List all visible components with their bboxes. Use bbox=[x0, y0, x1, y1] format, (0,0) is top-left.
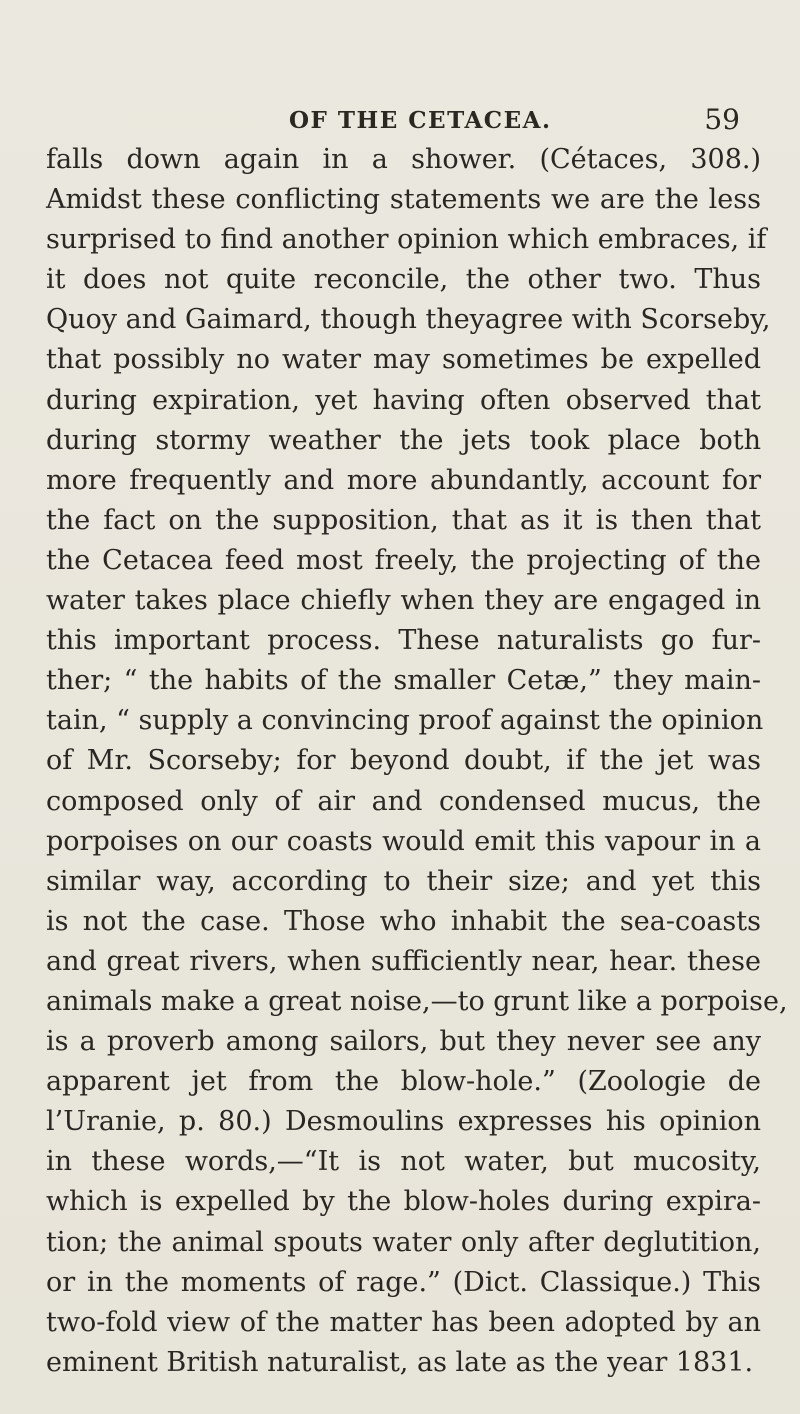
text-line: surprised to find another opinion which embraces, if bbox=[46, 224, 767, 256]
text-line: tion; the animal spouts water only after deglutition, bbox=[46, 1226, 761, 1258]
text-line: animals make a great noise,—to grunt like a porpoise, bbox=[46, 985, 788, 1017]
text-line: composed only of air and condensed mucus, the bbox=[46, 785, 761, 817]
text-line: the fact on the supposition, that as it is then that bbox=[46, 504, 761, 536]
text-line: during expiration, yet having often observed that bbox=[46, 384, 761, 416]
text-line: during stormy weather the jets took place both bbox=[46, 424, 761, 456]
text-line: falls down again in a shower. (Cétaces, 308.) bbox=[46, 144, 761, 175]
text-line: in these words,—“It is not water, but mucosity, bbox=[46, 1146, 761, 1178]
text-line: l’Uranie, p. 80.) Desmoulins expresses his opinion bbox=[46, 1106, 761, 1138]
text-line: it does not quite reconcile, the other two. Thus bbox=[46, 264, 761, 296]
text-line: porpoises on our coasts would emit this vapour in a bbox=[46, 825, 761, 857]
text-line: Quoy and Gaimard, though theyagree with Scorseby, bbox=[46, 304, 771, 336]
page-header bbox=[46, 88, 760, 136]
text-line: water takes place chiefly when they are engaged in bbox=[46, 585, 761, 617]
page-number: 59 bbox=[704, 103, 740, 136]
text-line: is a proverb among sailors, but they never see any bbox=[46, 1026, 761, 1058]
text-line: which is expelled by the blow-holes during expira- bbox=[46, 1186, 761, 1218]
text-line: similar way, according to their size; and yet this bbox=[46, 865, 761, 897]
running-head: OF THE CETACEA. bbox=[289, 107, 552, 134]
text-line: this important process. These naturalists go fur- bbox=[46, 625, 761, 657]
text-line: that possibly no water may sometimes be expelled bbox=[46, 344, 761, 376]
text-line: ther; “ the habits of the smaller Cetæ,” they main- bbox=[46, 665, 761, 697]
text-line: more frequently and more abundantly, account for bbox=[46, 464, 761, 496]
text-line: is not the case. Those who inhabit the sea-coasts bbox=[46, 905, 761, 937]
text-line: two-fold view of the matter has been adopted by an bbox=[46, 1306, 761, 1338]
text-line: and great rivers, when sufficiently near, hear. these bbox=[46, 945, 761, 977]
text-line: Amidst these conflicting statements we are the less bbox=[46, 184, 761, 216]
text-line: the Cetacea feed most freely, the projecting of the bbox=[46, 544, 761, 576]
text-line: apparent jet from the blow-hole.” (Zoologie de bbox=[46, 1066, 761, 1098]
text-line: of Mr. Scorseby; for beyond doubt, if the jet was bbox=[46, 745, 761, 777]
body-text bbox=[46, 140, 788, 1383]
text-line: eminent British naturalist, as late as the year 1831. bbox=[46, 1346, 754, 1378]
text-line: or in the moments of rage.” (Dict. Classique.) This bbox=[46, 1266, 761, 1298]
text-line: tain, “ supply a convincing proof against the opinion bbox=[46, 705, 764, 737]
